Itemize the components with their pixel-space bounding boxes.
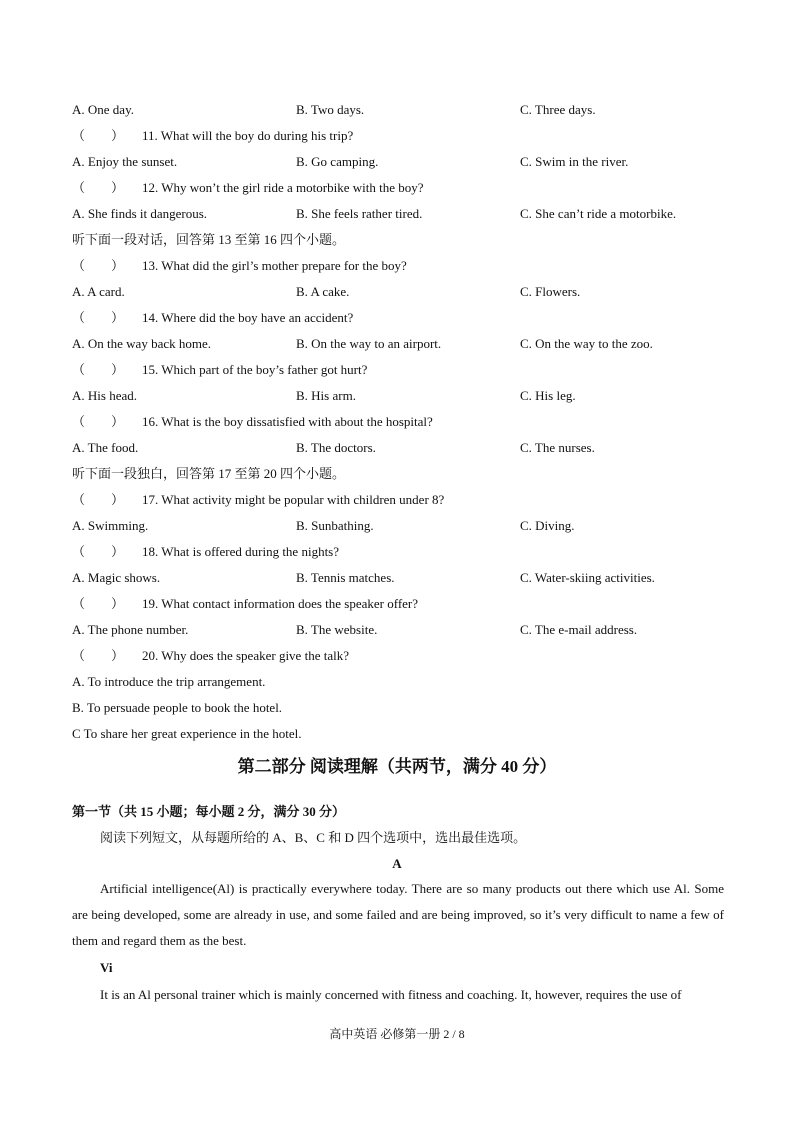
option-a: A. The food. [72, 440, 139, 455]
answer-blank[interactable]: （ ） [72, 414, 125, 429]
passage-subheading: Vi [100, 960, 113, 975]
option-c: C. Diving. [520, 518, 575, 533]
option-c: C. The nurses. [520, 440, 595, 455]
question-text: 13. What did the girl’s mother prepare for the boy? [142, 258, 407, 273]
option-row [72, 282, 732, 302]
option-c: C. The e-mail address. [520, 622, 638, 637]
option-b: B. On the way to an airport. [296, 336, 442, 351]
option-b: B. The doctors. [296, 440, 376, 455]
option-a: A. Swimming. [72, 518, 149, 533]
option-a: A. On the way back home. [72, 336, 211, 351]
option-row [72, 386, 732, 406]
option-b: B. A cake. [296, 284, 350, 299]
answer-blank[interactable]: （ ） [72, 544, 125, 559]
question-row [72, 126, 353, 146]
question-text: 11. What will the boy do during his trip? [142, 128, 354, 143]
option-b: B. Two days. [296, 102, 365, 117]
option-a: A. One day. [72, 102, 134, 117]
question-text: 16. What is the boy dissatisfied with about the hospital? [142, 414, 433, 429]
option-a: A. Magic shows. [72, 570, 161, 585]
option-a: A. His head. [72, 388, 137, 403]
answer-blank[interactable]: （ ） [72, 310, 125, 325]
option-row [72, 334, 732, 354]
question-row [72, 256, 407, 276]
answer-blank[interactable]: （ ） [72, 648, 125, 663]
part-title: 第二部分 阅读理解（共两节，满分 40 分） [237, 757, 557, 776]
option-row [72, 152, 732, 172]
option-c: C. She can’t ride a motorbike. [520, 206, 677, 221]
passage-paragraph: It is an Al personal trainer which is mainly concerned with fitness and coaching. It, however, requires the use of [100, 987, 682, 1002]
text-line: B. To persuade people to book the hotel. [72, 700, 283, 715]
answer-blank[interactable]: （ ） [72, 128, 125, 143]
option-b: B. His arm. [296, 388, 356, 403]
question-text: 12. Why won’t the girl ride a motorbike with the boy? [142, 180, 424, 195]
passage-paragraph: Artificial intelligence(Al) is practically everywhere today. There are so many products out there which use Al. Some are being developed, some are already in use, and some failed and are being improved, so it’s very difficult to name a few of them and regard them as the best. [72, 881, 724, 948]
question-text: 20. Why does the speaker give the talk? [142, 648, 349, 663]
option-b: B. Go camping. [296, 154, 379, 169]
answer-blank[interactable]: （ ） [72, 180, 125, 195]
question-row [72, 646, 349, 666]
question-row [72, 360, 367, 380]
question-text: 18. What is offered during the nights? [142, 544, 340, 559]
option-row [72, 438, 732, 458]
question-text: 19. What contact information does the speaker offer? [142, 596, 419, 611]
option-c: C. Water-skiing activities. [520, 570, 655, 585]
question-text: 14. Where did the boy have an accident? [142, 310, 354, 325]
option-row [72, 100, 732, 120]
passage-letter: A [392, 856, 402, 871]
option-b: B. Sunbathing. [296, 518, 374, 533]
option-a: A. Enjoy the sunset. [72, 154, 178, 169]
option-a: A. The phone number. [72, 622, 189, 637]
option-c: C. Swim in the river. [520, 154, 629, 169]
answer-blank[interactable]: （ ） [72, 492, 125, 507]
question-row [72, 308, 353, 328]
option-row [72, 516, 732, 536]
section-title: 第一节（共 15 小题；每小题 2 分，满分 30 分） [72, 804, 346, 819]
text-line: 听下面一段独白，回答第 17 至第 20 四个小题。 [72, 466, 346, 481]
answer-blank[interactable]: （ ） [72, 596, 125, 611]
question-row [72, 542, 339, 562]
option-row [72, 620, 732, 640]
question-text: 17. What activity might be popular with children under 8? [142, 492, 445, 507]
option-row [72, 204, 732, 224]
option-b: B. She feels rather tired. [296, 206, 423, 221]
answer-blank[interactable]: （ ） [72, 362, 125, 377]
option-c: C. On the way to the zoo. [520, 336, 653, 351]
option-a: A. A card. [72, 284, 125, 299]
option-b: B. Tennis matches. [296, 570, 395, 585]
instruction-text: 阅读下列短文，从每题所给的 A、B、C 和 D 四个选项中，选出最佳选项。 [100, 830, 527, 845]
option-c: C. Three days. [520, 102, 596, 117]
page-footer: 高中英语 必修第一册 2 / 8 [329, 1027, 465, 1041]
question-row [72, 490, 444, 510]
question-row [72, 594, 418, 614]
option-a: A. She finds it dangerous. [72, 206, 208, 221]
question-row [72, 178, 424, 198]
text-line: A. To introduce the trip arrangement. [72, 674, 266, 689]
question-row [72, 412, 433, 432]
option-c: C. Flowers. [520, 284, 581, 299]
text-line: C To share her great experience in the hotel. [72, 726, 302, 741]
option-b: B. The website. [296, 622, 378, 637]
option-row [72, 568, 732, 588]
text-line: 听下面一段对话，回答第 13 至第 16 四个小题。 [72, 232, 346, 247]
question-text: 15. Which part of the boy’s father got hurt? [142, 362, 368, 377]
answer-blank[interactable]: （ ） [72, 258, 125, 273]
option-c: C. His leg. [520, 388, 576, 403]
